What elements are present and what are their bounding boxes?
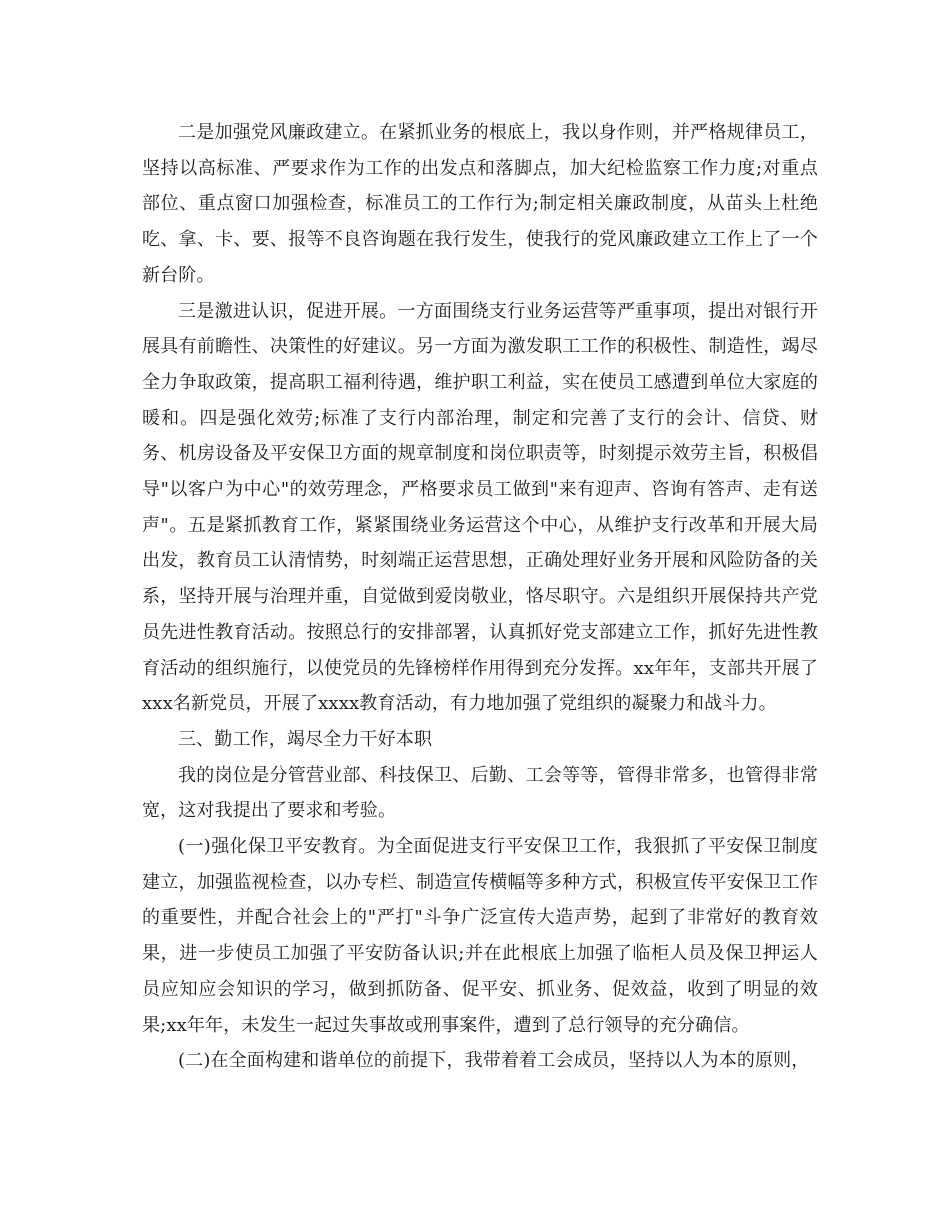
paragraph-security-education: (一)强化保卫平安教育。为全面促进支行平安保卫工作，我狠抓了平安保卫制度建立，加强监视检查，以办专栏、制造宣传横幅等多种方式，积极宣传平安保卫工作的重要性，并配合社会上的"严打"斗争广泛宣传大造声势，起到了非常好的教育效果，进一步使员工加强了平安防备认识;并在此根底上加强了临柜人员及保卫押运人员应知应会知识的学习，做到抓防备、促平安、抓业务、促效益，收到了明显的效果;xx年年，未发生一起过失事故或刑事案件，遭到了总行领导的充分确信。 xyxy=(142,836,818,1036)
paragraph-awareness-development: 三是激进认识，促进开展。一方面围绕支行业务运营等严重事项，提出对银行开展具有前瞻性、决策性的好建议。另一方面为激发职工工作的积极性、制造性，竭尽全力争取政策，提高职工福利待遇，维护职工利益，实在使员工感遭到单位大家庭的暖和。四是强化效劳;标准了支行内部治理，制定和完善了支行的会计、信贷、财务、机房设备及平安保卫方面的规章制度和岗位职责等，时刻提示效劳主旨，积极倡导"以客户为中心"的效劳理念，严格要求员工做到"来有迎声、咨询有答声、走有送声"。五是紧抓教育工作，紧紧围绕业务运营这个中心，从维护支行改革和开展大局出发，教育员工认清情势，时刻端正运营思想，正确处理好业务开展和风险防备的关系，坚持开展与治理并重，自觉做到爱岗敬业，恪尽职守。六是组织开展保持共产党员先进性教育活动。按照总行的安排部署，认真抓好党支部建立工作，抓好先进性教育活动的组织施行，以使党员的先锋榜样作用得到充分发挥。xx年年，支部共开展了xxx名新党员，开展了xxxx教育活动，有力地加强了党组织的凝聚力和战斗力。 xyxy=(142,300,818,715)
paragraph-harmonious-unit: (二)在全面构建和谐单位的前提下，我带着着工会成员，坚持以人为本的原则， xyxy=(178,1050,810,1072)
section-heading-diligent-work: 三、勤工作，竭尽全力干好本职 xyxy=(178,728,433,750)
paragraph-party-conduct: 二是加强党风廉政建立。在紧抓业务的根底上，我以身作则，并严格规律员工，坚持以高标准、严要求作为工作的出发点和落脚点，加大纪检监察工作力度;对重点部位、重点窗口加强检查，标准员工的工作行为;制定相关廉政制度，从苗头上杜绝吃、拿、卡、要、报等不良咨询题在我行发生，使我行的党风廉政建立工作上了一个新台阶。 xyxy=(142,122,818,286)
paragraph-job-position: 我的岗位是分管营业部、科技保卫、后勤、工会等等，管得非常多，也管得非常宽，这对我提出了要求和考验。 xyxy=(142,764,818,822)
